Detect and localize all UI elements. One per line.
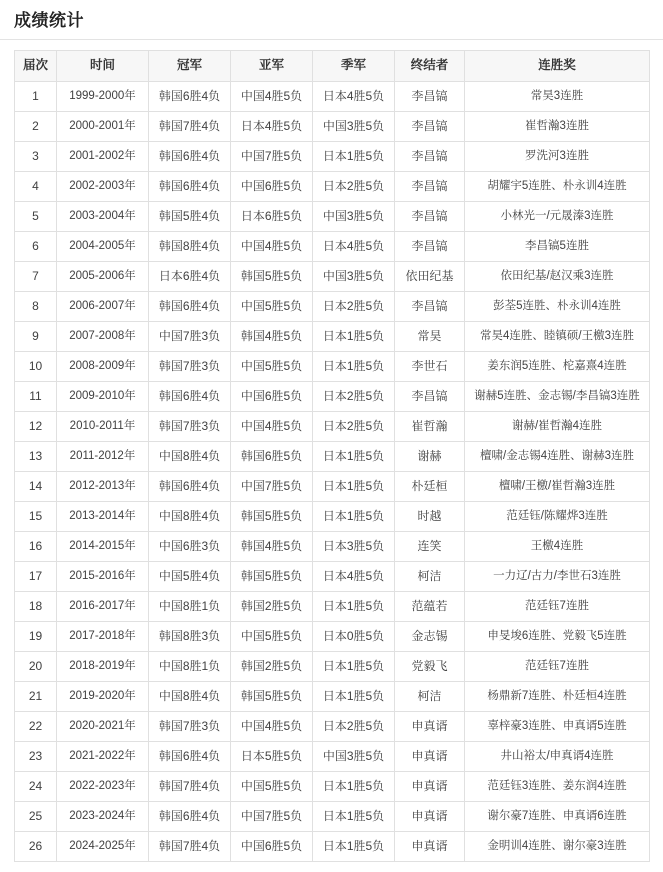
cell-champion: 韩国6胜4负 xyxy=(149,742,231,772)
cell-champion: 韩国7胜4负 xyxy=(149,112,231,142)
table-row xyxy=(15,262,650,292)
cell-runnerup: 韩国4胜5负 xyxy=(231,532,313,562)
cell-index: 10 xyxy=(15,352,57,382)
cell-runnerup: 中国4胜5负 xyxy=(231,82,313,112)
cell-third: 日本1胜5负 xyxy=(313,322,395,352)
cell-runnerup: 韩国5胜5负 xyxy=(231,262,313,292)
table-row xyxy=(15,412,650,442)
table-row xyxy=(15,142,650,172)
cell-index: 6 xyxy=(15,232,57,262)
cell-terminator: 李昌镐 xyxy=(395,202,465,232)
cell-season: 2006-2007年 xyxy=(57,292,149,322)
cell-champion: 韩国8胜3负 xyxy=(149,622,231,652)
table-row xyxy=(15,352,650,382)
table-row xyxy=(15,772,650,802)
cell-runnerup: 中国5胜5负 xyxy=(231,622,313,652)
cell-runnerup: 韩国4胜5负 xyxy=(231,322,313,352)
cell-champion: 中国8胜4负 xyxy=(149,502,231,532)
cell-terminator: 依田纪基 xyxy=(395,262,465,292)
cell-champion: 中国8胜1负 xyxy=(149,592,231,622)
cell-streak-award: 谢尔豪7连胜、申真谞6连胜 xyxy=(465,802,650,832)
cell-index: 3 xyxy=(15,142,57,172)
cell-terminator: 申真谞 xyxy=(395,742,465,772)
cell-index: 25 xyxy=(15,802,57,832)
cell-third: 中国3胜5负 xyxy=(313,112,395,142)
cell-season: 2002-2003年 xyxy=(57,172,149,202)
cell-terminator: 朴廷桓 xyxy=(395,472,465,502)
cell-champion: 韩国7胜3负 xyxy=(149,412,231,442)
cell-season: 2003-2004年 xyxy=(57,202,149,232)
cell-season: 2001-2002年 xyxy=(57,142,149,172)
table-row xyxy=(15,172,650,202)
cell-champion: 韩国7胜4负 xyxy=(149,832,231,862)
cell-streak-award: 檀啸/金志锡4连胜、谢赫3连胜 xyxy=(465,442,650,472)
cell-streak-award: 檀啸/王檄/崔哲瀚3连胜 xyxy=(465,472,650,502)
cell-index: 20 xyxy=(15,652,57,682)
cell-index: 4 xyxy=(15,172,57,202)
cell-season: 2018-2019年 xyxy=(57,652,149,682)
cell-champion: 韩国8胜4负 xyxy=(149,232,231,262)
cell-index: 24 xyxy=(15,772,57,802)
cell-season: 2020-2021年 xyxy=(57,712,149,742)
table-row xyxy=(15,382,650,412)
cell-streak-award: 范廷钰7连胜 xyxy=(465,652,650,682)
cell-season: 2008-2009年 xyxy=(57,352,149,382)
cell-streak-award: 范廷钰3连胜、姜东润4连胜 xyxy=(465,772,650,802)
cell-third: 日本2胜5负 xyxy=(313,172,395,202)
cell-third: 日本1胜5负 xyxy=(313,832,395,862)
table-row xyxy=(15,562,650,592)
cell-champion: 日本6胜4负 xyxy=(149,262,231,292)
cell-terminator: 范蕴若 xyxy=(395,592,465,622)
cell-index: 14 xyxy=(15,472,57,502)
cell-streak-award: 王檄4连胜 xyxy=(465,532,650,562)
column-header-terminator: 终结者 xyxy=(395,51,465,82)
cell-index: 22 xyxy=(15,712,57,742)
cell-terminator: 申真谞 xyxy=(395,772,465,802)
cell-third: 日本1胜5负 xyxy=(313,472,395,502)
column-header-season: 时间 xyxy=(57,51,149,82)
cell-index: 15 xyxy=(15,502,57,532)
cell-index: 23 xyxy=(15,742,57,772)
cell-champion: 韩国6胜4负 xyxy=(149,802,231,832)
cell-season: 2000-2001年 xyxy=(57,112,149,142)
cell-season: 2016-2017年 xyxy=(57,592,149,622)
cell-season: 2014-2015年 xyxy=(57,532,149,562)
cell-terminator: 申真谞 xyxy=(395,712,465,742)
cell-champion: 韩国6胜4负 xyxy=(149,142,231,172)
cell-champion: 韩国6胜4负 xyxy=(149,382,231,412)
cell-third: 日本1胜5负 xyxy=(313,772,395,802)
cell-season: 2022-2023年 xyxy=(57,772,149,802)
table-row xyxy=(15,622,650,652)
cell-index: 12 xyxy=(15,412,57,442)
cell-third: 日本4胜5负 xyxy=(313,82,395,112)
table-body xyxy=(15,82,650,862)
cell-season: 2009-2010年 xyxy=(57,382,149,412)
cell-streak-award: 范廷钰7连胜 xyxy=(465,592,650,622)
cell-champion: 中国8胜1负 xyxy=(149,652,231,682)
cell-streak-award: 谢赫/崔哲瀚4连胜 xyxy=(465,412,650,442)
cell-streak-award: 姜东润5连胜、柁嘉熹4连胜 xyxy=(465,352,650,382)
cell-index: 26 xyxy=(15,832,57,862)
cell-streak-award: 依田纪基/赵汉乘3连胜 xyxy=(465,262,650,292)
cell-streak-award: 井山裕太/申真谞4连胜 xyxy=(465,742,650,772)
cell-index: 7 xyxy=(15,262,57,292)
cell-third: 日本1胜5负 xyxy=(313,142,395,172)
cell-third: 中国3胜5负 xyxy=(313,262,395,292)
cell-index: 21 xyxy=(15,682,57,712)
cell-streak-award: 罗洗河3连胜 xyxy=(465,142,650,172)
cell-terminator: 柯洁 xyxy=(395,682,465,712)
cell-third: 日本1胜5负 xyxy=(313,502,395,532)
table-row xyxy=(15,202,650,232)
cell-runnerup: 日本5胜5负 xyxy=(231,742,313,772)
cell-streak-award: 范廷钰/陈耀烨3连胜 xyxy=(465,502,650,532)
cell-terminator: 连笑 xyxy=(395,532,465,562)
cell-season: 2021-2022年 xyxy=(57,742,149,772)
cell-third: 日本4胜5负 xyxy=(313,232,395,262)
cell-index: 18 xyxy=(15,592,57,622)
table-row xyxy=(15,742,650,772)
table-header xyxy=(15,51,650,82)
cell-runnerup: 中国5胜5负 xyxy=(231,292,313,322)
cell-champion: 韩国6胜4负 xyxy=(149,172,231,202)
cell-terminator: 柯洁 xyxy=(395,562,465,592)
cell-runnerup: 韩国5胜5负 xyxy=(231,502,313,532)
cell-champion: 韩国7胜4负 xyxy=(149,772,231,802)
cell-third: 日本1胜5负 xyxy=(313,652,395,682)
cell-season: 2007-2008年 xyxy=(57,322,149,352)
table-row xyxy=(15,472,650,502)
cell-runnerup: 中国6胜5负 xyxy=(231,832,313,862)
cell-third: 日本3胜5负 xyxy=(313,532,395,562)
cell-champion: 中国7胜3负 xyxy=(149,322,231,352)
column-header-champion: 冠军 xyxy=(149,51,231,82)
table-row xyxy=(15,232,650,262)
cell-third: 日本1胜5负 xyxy=(313,802,395,832)
cell-index: 2 xyxy=(15,112,57,142)
table-row xyxy=(15,802,650,832)
cell-terminator: 申真谞 xyxy=(395,802,465,832)
cell-runnerup: 中国7胜5负 xyxy=(231,802,313,832)
column-header-streak-award: 连胜奖 xyxy=(465,51,650,82)
cell-runnerup: 日本4胜5负 xyxy=(231,112,313,142)
cell-season: 2017-2018年 xyxy=(57,622,149,652)
cell-index: 13 xyxy=(15,442,57,472)
cell-index: 8 xyxy=(15,292,57,322)
table-row xyxy=(15,592,650,622)
cell-champion: 韩国5胜4负 xyxy=(149,202,231,232)
cell-streak-award: 李昌镐5连胜 xyxy=(465,232,650,262)
cell-terminator: 申真谞 xyxy=(395,832,465,862)
cell-streak-award: 杨鼎新7连胜、朴廷桓4连胜 xyxy=(465,682,650,712)
cell-terminator: 李昌镐 xyxy=(395,292,465,322)
cell-champion: 韩国7胜3负 xyxy=(149,712,231,742)
cell-runnerup: 中国4胜5负 xyxy=(231,712,313,742)
cell-runnerup: 韩国5胜5负 xyxy=(231,562,313,592)
cell-runnerup: 韩国2胜5负 xyxy=(231,592,313,622)
cell-streak-award: 小林光一/元晟溱3连胜 xyxy=(465,202,650,232)
cell-third: 中国3胜5负 xyxy=(313,202,395,232)
cell-champion: 韩国7胜3负 xyxy=(149,352,231,382)
cell-terminator: 金志锡 xyxy=(395,622,465,652)
cell-third: 日本2胜5负 xyxy=(313,412,395,442)
cell-third: 中国3胜5负 xyxy=(313,742,395,772)
cell-third: 日本4胜5负 xyxy=(313,562,395,592)
cell-streak-award: 金明训4连胜、谢尔豪3连胜 xyxy=(465,832,650,862)
column-header-runnerup: 亚军 xyxy=(231,51,313,82)
cell-third: 日本0胜5负 xyxy=(313,622,395,652)
cell-season: 2011-2012年 xyxy=(57,442,149,472)
cell-third: 日本2胜5负 xyxy=(313,292,395,322)
cell-champion: 中国5胜4负 xyxy=(149,562,231,592)
cell-terminator: 党毅飞 xyxy=(395,652,465,682)
cell-terminator: 李昌镐 xyxy=(395,172,465,202)
cell-runnerup: 中国5胜5负 xyxy=(231,352,313,382)
table-row xyxy=(15,82,650,112)
cell-index: 5 xyxy=(15,202,57,232)
cell-runnerup: 韩国5胜5负 xyxy=(231,682,313,712)
table-row xyxy=(15,322,650,352)
cell-runnerup: 中国4胜5负 xyxy=(231,412,313,442)
cell-runnerup: 中国6胜5负 xyxy=(231,172,313,202)
cell-season: 2015-2016年 xyxy=(57,562,149,592)
table-row xyxy=(15,292,650,322)
cell-index: 17 xyxy=(15,562,57,592)
table-row xyxy=(15,652,650,682)
table-row xyxy=(15,712,650,742)
table-row xyxy=(15,442,650,472)
cell-runnerup: 中国7胜5负 xyxy=(231,472,313,502)
cell-third: 日本1胜5负 xyxy=(313,682,395,712)
cell-third: 日本1胜5负 xyxy=(313,352,395,382)
cell-streak-award: 胡耀宇5连胜、朴永训4连胜 xyxy=(465,172,650,202)
cell-terminator: 李世石 xyxy=(395,352,465,382)
title-divider xyxy=(0,39,663,40)
cell-runnerup: 中国5胜5负 xyxy=(231,772,313,802)
cell-runnerup: 韩国2胜5负 xyxy=(231,652,313,682)
cell-terminator: 时越 xyxy=(395,502,465,532)
cell-champion: 中国8胜4负 xyxy=(149,682,231,712)
cell-streak-award: 申旻埈6连胜、党毅飞5连胜 xyxy=(465,622,650,652)
page-title: 成绩统计 xyxy=(14,11,84,30)
cell-index: 19 xyxy=(15,622,57,652)
table-row xyxy=(15,112,650,142)
table-row xyxy=(15,832,650,862)
cell-third: 日本1胜5负 xyxy=(313,442,395,472)
cell-terminator: 李昌镐 xyxy=(395,142,465,172)
column-header-third: 季军 xyxy=(313,51,395,82)
cell-season: 2024-2025年 xyxy=(57,832,149,862)
cell-season: 2013-2014年 xyxy=(57,502,149,532)
cell-runnerup: 日本6胜5负 xyxy=(231,202,313,232)
cell-streak-award: 彭荃5连胜、朴永训4连胜 xyxy=(465,292,650,322)
cell-terminator: 常昊 xyxy=(395,322,465,352)
table-row xyxy=(15,502,650,532)
cell-terminator: 李昌镐 xyxy=(395,232,465,262)
cell-season: 2023-2024年 xyxy=(57,802,149,832)
cell-runnerup: 韩国6胜5负 xyxy=(231,442,313,472)
stats-table-wrapper xyxy=(0,50,663,872)
cell-terminator: 李昌镐 xyxy=(395,112,465,142)
cell-runnerup: 中国7胜5负 xyxy=(231,142,313,172)
cell-champion: 韩国6胜4负 xyxy=(149,472,231,502)
table-row xyxy=(15,682,650,712)
cell-index: 11 xyxy=(15,382,57,412)
cell-champion: 中国8胜4负 xyxy=(149,442,231,472)
cell-season: 2010-2011年 xyxy=(57,412,149,442)
cell-third: 日本2胜5负 xyxy=(313,712,395,742)
cell-season: 2004-2005年 xyxy=(57,232,149,262)
cell-terminator: 李昌镐 xyxy=(395,382,465,412)
table-row xyxy=(15,532,650,562)
cell-streak-award: 崔哲瀚3连胜 xyxy=(465,112,650,142)
cell-champion: 韩国6胜4负 xyxy=(149,292,231,322)
stats-table xyxy=(14,50,650,862)
cell-third: 日本1胜5负 xyxy=(313,592,395,622)
cell-season: 2005-2006年 xyxy=(57,262,149,292)
cell-runnerup: 中国4胜5负 xyxy=(231,232,313,262)
cell-index: 9 xyxy=(15,322,57,352)
cell-champion: 中国6胜3负 xyxy=(149,532,231,562)
table-header-row xyxy=(15,51,650,82)
cell-third: 日本2胜5负 xyxy=(313,382,395,412)
cell-index: 16 xyxy=(15,532,57,562)
cell-season: 2012-2013年 xyxy=(57,472,149,502)
cell-terminator: 谢赫 xyxy=(395,442,465,472)
cell-streak-award: 谢赫5连胜、金志锡/李昌镐3连胜 xyxy=(465,382,650,412)
cell-streak-award: 常昊4连胜、睦镇硕/王檄3连胜 xyxy=(465,322,650,352)
cell-champion: 韩国6胜4负 xyxy=(149,82,231,112)
column-header-index: 届次 xyxy=(15,51,57,82)
cell-terminator: 崔哲瀚 xyxy=(395,412,465,442)
cell-streak-award: 辜梓豪3连胜、申真谞5连胜 xyxy=(465,712,650,742)
cell-season: 2019-2020年 xyxy=(57,682,149,712)
cell-terminator: 李昌镐 xyxy=(395,82,465,112)
cell-streak-award: 一力辽/古力/李世石3连胜 xyxy=(465,562,650,592)
cell-season: 1999-2000年 xyxy=(57,82,149,112)
cell-runnerup: 中国6胜5负 xyxy=(231,382,313,412)
cell-index: 1 xyxy=(15,82,57,112)
cell-streak-award: 常昊3连胜 xyxy=(465,82,650,112)
